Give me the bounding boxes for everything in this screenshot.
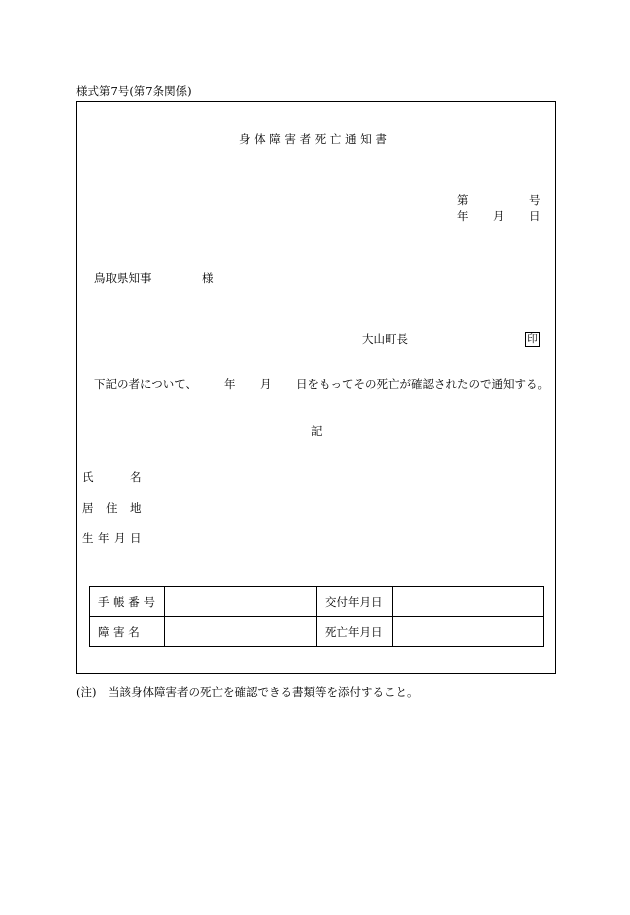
- death-date-label: 死亡年月日: [317, 617, 393, 647]
- document-title: 身 体 障 害 者 死 亡 通 知 書: [239, 132, 387, 146]
- notice-rest: 日をもってその死亡が確認されたので通知する。: [296, 377, 549, 391]
- field-birthdate-char1: 生: [82, 531, 94, 545]
- notice-lead: 下記の者について、: [94, 377, 198, 391]
- disability-name-label: 障 害 名: [90, 617, 165, 647]
- field-birthdate-char3: 月: [114, 531, 126, 545]
- addressee-name: 鳥取県知事: [94, 271, 152, 285]
- field-address-char1: 居: [82, 501, 94, 515]
- addressee-honorific: 様: [202, 271, 214, 285]
- date-day-label: 日: [529, 209, 541, 223]
- info-table: [89, 586, 544, 647]
- field-birthdate-char2: 年: [98, 531, 110, 545]
- ki-heading: 記: [311, 424, 323, 438]
- issue-date-value[interactable]: [393, 587, 544, 617]
- issue-date-label: 交付年月日: [317, 587, 393, 617]
- field-name-char2: 名: [130, 470, 142, 484]
- field-name-char1: 氏: [82, 470, 94, 484]
- footnote: (注) 当該身体障害者の死亡を確認できる書類等を添付すること。: [76, 685, 419, 699]
- sender-name: 大山町長: [362, 332, 408, 346]
- field-birthdate-char4: 日: [130, 531, 142, 545]
- notice-year: 年: [224, 377, 236, 391]
- table-row: [90, 587, 544, 617]
- notice-month: 月: [260, 377, 272, 391]
- seal-mark: 印: [525, 332, 540, 347]
- disability-name-value[interactable]: [165, 617, 317, 647]
- form-number: 様式第7号(第7条関係): [76, 84, 192, 98]
- field-address-char3: 地: [130, 501, 142, 515]
- field-address-char2: 住: [106, 501, 118, 515]
- date-month-label: 月: [493, 209, 505, 223]
- header-dai: 第: [457, 193, 469, 207]
- header-go: 号: [529, 193, 541, 207]
- techo-number-label: 手 帳 番 号: [90, 587, 165, 617]
- date-year-label: 年: [457, 209, 469, 223]
- table-row: [90, 617, 544, 647]
- techo-number-value[interactable]: [165, 587, 317, 617]
- death-date-value[interactable]: [393, 617, 544, 647]
